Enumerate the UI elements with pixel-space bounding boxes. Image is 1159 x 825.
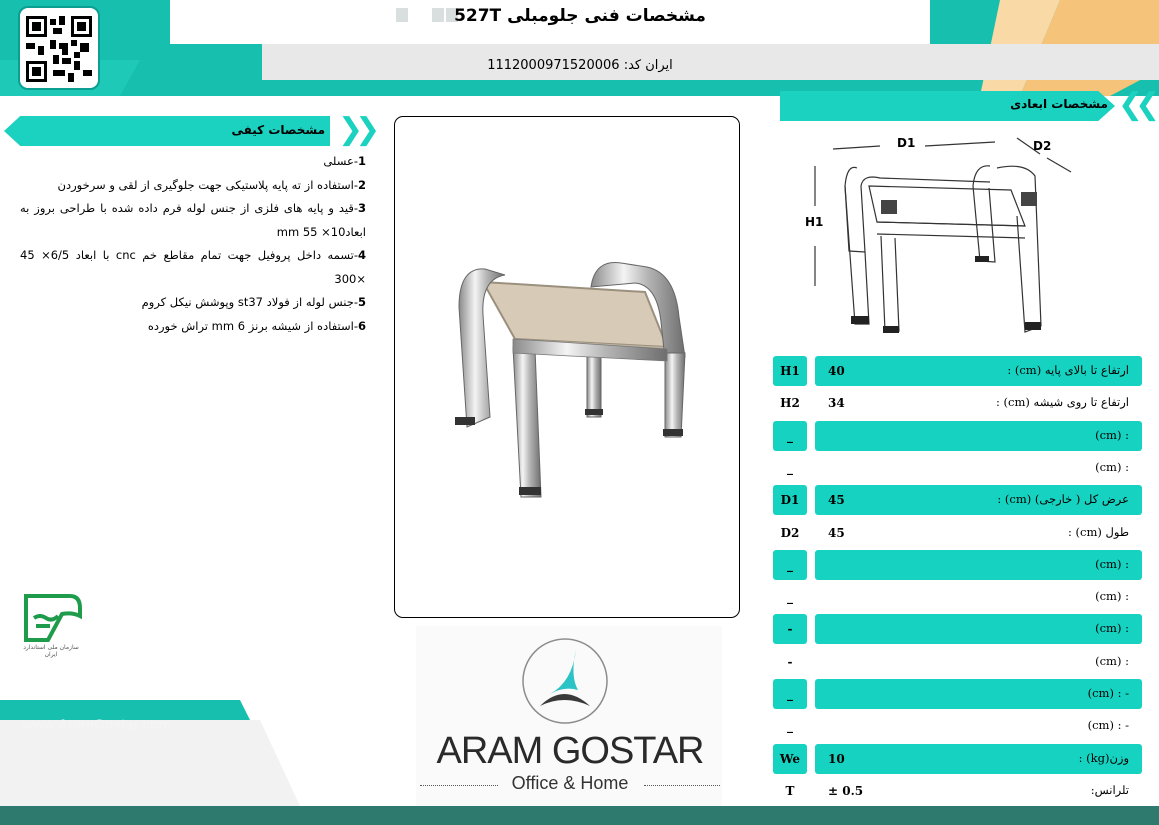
quality-section-title: مشخصات کیفی xyxy=(231,123,325,137)
table-row-value: 10 xyxy=(828,752,845,766)
list-item: 2-استفاده از ته پایه پلاستیکی جهت جلوگیری از لقی و سرخوردن xyxy=(57,177,366,192)
table-row-key: _ xyxy=(787,687,793,701)
list-item: 4-تسمه داخل پروفیل جهت تمام مقاطع خم cnc با ابعاد 6/5× 45 ×300 xyxy=(20,248,366,286)
table-row-label: طول (cm) : xyxy=(1068,525,1129,539)
iran-code-value: 1112000971520006 xyxy=(487,58,620,73)
qr-code-icon xyxy=(18,6,100,90)
product-photo xyxy=(395,117,739,617)
quality-list xyxy=(20,150,366,338)
isiri-logo xyxy=(16,588,86,660)
table-row-value: 45 xyxy=(828,526,845,540)
table-row-key: _ xyxy=(787,558,793,572)
table-row-label: تلرانس: xyxy=(1090,783,1129,797)
table-row-label: - : (cm) xyxy=(1087,686,1129,700)
table-row-key: T xyxy=(785,784,795,798)
page-title: مشخصات فنی جلومبلی 527T xyxy=(454,6,706,26)
h1-label: H1 xyxy=(805,215,824,229)
table-row-label: : (cm) xyxy=(1095,428,1129,442)
chevron-right-icon: ❯❯ xyxy=(338,112,373,147)
table-row-value: 40 xyxy=(828,364,845,378)
aram-gostar-logo-icon xyxy=(520,636,610,726)
table-row-label: وزن(kg) : xyxy=(1078,751,1129,765)
table-row-value: ± 0.5 xyxy=(828,784,864,798)
table-row-key: - xyxy=(787,622,793,636)
list-item: 5-جنس لوله از فولاد st37 وپوشش نیکل کروم xyxy=(141,295,366,309)
list-item: 6-استفاده از شیشه برنز 6 mm تراش خورده xyxy=(147,318,366,333)
table-row-label: عرض کل ( خارجی) (cm) : xyxy=(997,492,1129,506)
dimensions-section-title: مشخصات ابعادی xyxy=(1010,97,1108,111)
brand-divider xyxy=(420,785,498,786)
isiri-caption: سازمان ملی استاندارد ایران xyxy=(23,644,79,658)
list-item: 3-قید و پایه های فلزی از جنس لوله فرم داده شده با طراحی بروز به ابعاد10× 55 mm xyxy=(20,201,366,239)
table-row-label: : (cm) xyxy=(1095,557,1129,571)
table-row-key: _ xyxy=(787,590,793,604)
list-item: 1-عسلی xyxy=(323,154,366,168)
product-photo-frame xyxy=(394,116,740,618)
table-row-label: : (cm) xyxy=(1095,654,1129,668)
table-row-key: _ xyxy=(787,461,793,475)
brand-divider xyxy=(644,785,720,786)
table-row-label: ارتفاع تا روی شیشه (cm) : xyxy=(996,395,1129,409)
table-row-label: : (cm) xyxy=(1095,621,1129,635)
table-row-label: ارتفاع تا بالای پایه (cm) : xyxy=(1007,363,1129,377)
brand-name: ARAM GOSTAR xyxy=(436,730,704,772)
table-row-key: D2 xyxy=(780,526,800,540)
table-row-key: _ xyxy=(787,719,793,733)
iran-code xyxy=(300,58,860,73)
d1-label: D1 xyxy=(897,136,916,150)
d2-label: D2 xyxy=(1033,139,1052,153)
table-row-label: : (cm) xyxy=(1095,589,1129,603)
iran-code-label: ایران کد: xyxy=(623,58,673,73)
table-row-key: - xyxy=(787,655,793,669)
chevron-left-icon: ❮❮ xyxy=(1118,87,1153,122)
table-row-key: _ xyxy=(787,429,793,443)
table-row-key: H2 xyxy=(780,396,800,410)
table-row-value: 34 xyxy=(828,396,845,410)
table-row-key: H1 xyxy=(780,364,800,378)
table-row-label: - : (cm) xyxy=(1087,718,1129,732)
table-row-key: We xyxy=(779,752,801,766)
table-row-key: D1 xyxy=(780,493,800,507)
dimension-diagram xyxy=(785,126,1108,344)
website-link[interactable]: www.AramGostar.com xyxy=(22,716,171,732)
brand-subtitle: Office & Home xyxy=(511,773,629,793)
table-row-value: 45 xyxy=(828,493,845,507)
footer-bar xyxy=(0,806,1159,825)
table-drawing xyxy=(785,126,1108,344)
table-row-label: : (cm) xyxy=(1095,460,1129,474)
